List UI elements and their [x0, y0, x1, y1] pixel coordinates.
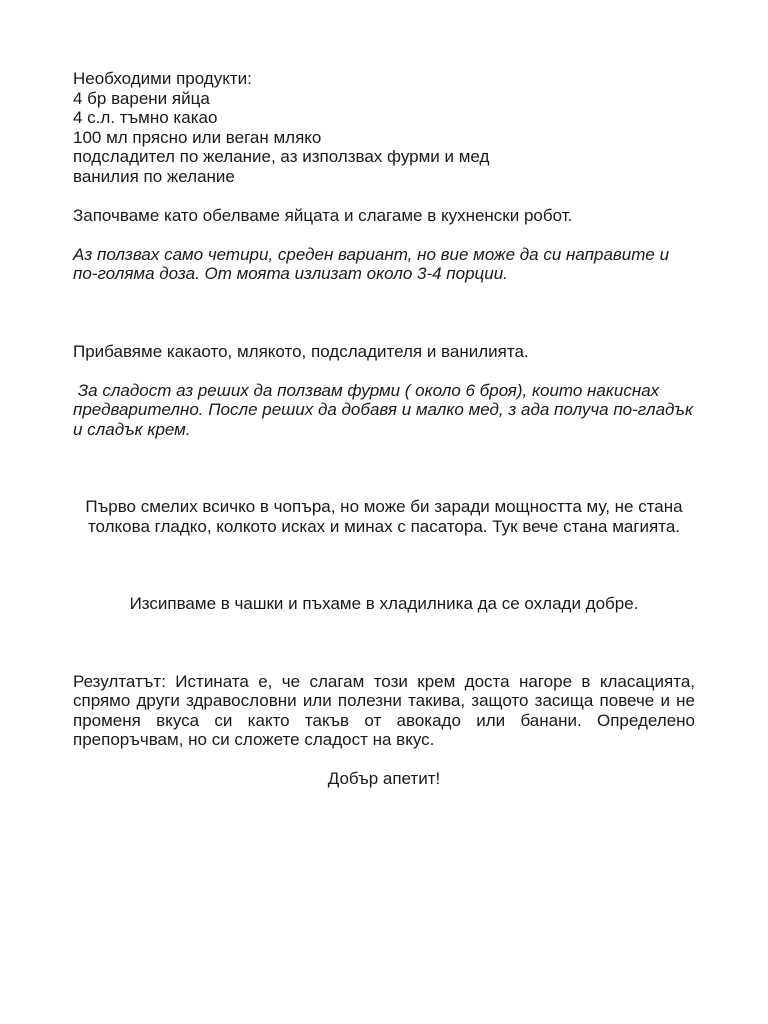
step-paragraph-1: Започваме като обелваме яйцата и слагаме в кухненски робот.	[73, 205, 573, 225]
note-paragraph-2: За сладост аз реших да ползвам фурми ( около 6 броя), които накиснах предварително. После реших да добавя и малко мед, з ада получа по-гладък и сладък крем.	[73, 380, 698, 439]
recipe-text	[73, 69, 698, 789]
ingredient-item: подсладител по желание, аз използвах фурми и мед	[73, 147, 490, 166]
step-paragraph-2: Прибавяме какаото, млякото, подсладителя и ванилията.	[73, 341, 529, 361]
ingredients-heading: Необходими продукти:	[73, 69, 252, 88]
ingredient-item: 100 мл прясно или веган мляко	[73, 127, 322, 147]
result-paragraph: Резултатът: Истината е, че слагам този крем доста нагоре в класацията, спрямо други здравословни или полезни такива, защото засища повече и не променя вкуса си както такъв от авокадо или банани. Определено препоръчвам, но си сложете сладост на вкус.	[73, 671, 695, 749]
ingredient-item: 4 с.л. тъмно какао	[73, 108, 218, 127]
ingredient-item: ванилия по желание	[73, 166, 235, 186]
step-paragraph-3: Първо смелих всичко в чопъра, но може би заради мощността му, не стана толкова гладко, колкото исках и минах с пасатора. Тук вече стана магията.	[85, 497, 683, 536]
closing-line: Добър апетит!	[327, 769, 441, 788]
ingredient-item: 4 бр варени яйца	[73, 88, 210, 108]
note-paragraph-1: Аз ползвах само четири, среден вариант, но вие може да си направите и по-голяма доза. От моята излизат около 3-4 порции.	[73, 244, 670, 283]
step-paragraph-4: Изсипваме в чашки и пъхаме в хладилника да се охлади добре.	[129, 594, 639, 613]
